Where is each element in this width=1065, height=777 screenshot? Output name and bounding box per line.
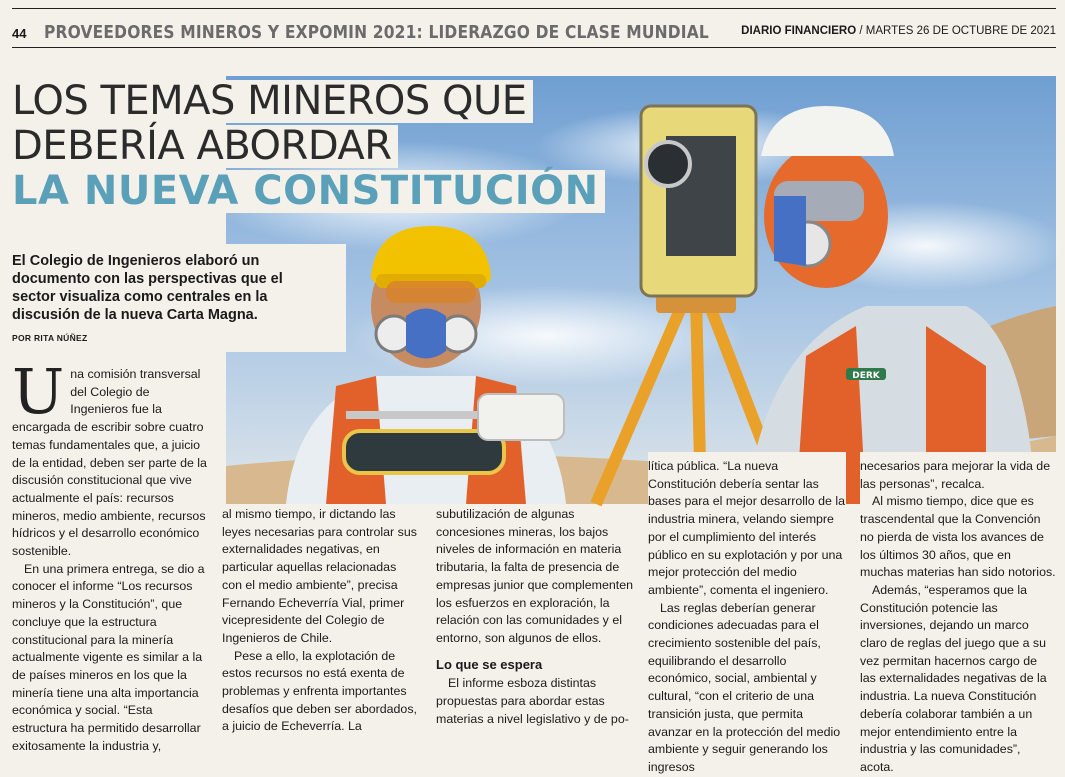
text-column-5 xyxy=(860,452,1056,777)
publication-date: / MARTES 26 DE OCTUBRE DE 2021 xyxy=(859,25,1056,37)
page-header xyxy=(12,8,1056,48)
drop-cap: U xyxy=(12,355,65,428)
paragraph-text: na comisión transversal del Colegio de Ingenieros fue la encargada de escribir sobre cuatro temas fundamentales que, a juicio de la entidad, deben ser parte de la discusión constitucional que vive actualmente el país: recursos mineros, medio ambiente, recursos hídricos y el desarrollo económico sostenible. xyxy=(12,367,207,559)
subheading: Lo que se espera xyxy=(436,656,543,672)
article-lead: El Colegio de Ingenieros elaboró un documento con las perspectivas que el sector visualiza como centrales en la discusión de la nueva Carta Magna. xyxy=(12,253,283,323)
publication-name: DIARIO FINANCIERO xyxy=(741,25,857,37)
headline-line-2: DEBERÍA ABORDAR xyxy=(12,125,398,168)
paragraph xyxy=(12,355,208,561)
headline-line-3: LA NUEVA CONSTITUCIÓN xyxy=(12,170,605,213)
publication-info xyxy=(741,25,1056,37)
text-column-2 xyxy=(222,506,418,736)
paragraph: subutilización de algunas concesiones mineras, los bajos niveles de información en materia tributaria, la falta de presencia de empresas junior que complementen los esfuerzos en exploración, la relación con las comunidades y el entorno, son algunos de ellos. xyxy=(436,507,633,645)
vest-label: DERK xyxy=(852,371,880,381)
paragraph: lítica pública. “La nueva Constitución debería sentar las bases para el mejor desarrollo de la industria minera, velando siempre por el cumplimiento del interés público en su explotación y por una mejor protección del medio ambiente”, comenta el ingeniero. xyxy=(648,459,845,597)
paragraph: Al mismo tiempo, dice que es trascendental que la Convención no pierda de vista los avances de los últimos 30 años, que en muchas materias han sido notorios. xyxy=(860,494,1056,580)
paragraph: En una primera entrega, se dio a conocer el informe “Los recursos mineros y la Constitución”, que concluye que la estructura constitucional para la minería actualmente vigente es similar a la de países mineros en los que la minería tiene una alta importancia económica y social. “Esta estructura ha permitido desarrollar exitosamente la industria y, xyxy=(12,561,205,753)
byline: POR RITA NÚÑEZ xyxy=(12,333,88,343)
paragraph: Las reglas deberían generar condiciones adecuadas para el crecimiento sostenible del país, equilibrando el desarrollo económico, social, ambiental y cultural, “con el criterio de una transición justa, que permita avanzar en la protección del medio ambiente y seguir generando los ingresos xyxy=(648,600,841,774)
paragraph: necesarios para mejorar la vida de las personas”, recalca. xyxy=(860,459,1051,491)
paragraph: Pese a ello, la explotación de estos recursos no está exenta de problemas y enfrenta importantes desafíos que deben ser abordados, a juicio de Echeverría. La xyxy=(222,648,417,734)
paragraph: El informe esboza distintas propuestas para abordar estas materias a nivel legislativo y de po- xyxy=(436,676,629,726)
section-title: PROVEEDORES MINEROS Y EXPOMIN 2021: LIDERAZGO DE CLASE MUNDIAL xyxy=(44,22,709,43)
text-column-3 xyxy=(436,506,634,728)
text-column-1 xyxy=(12,355,208,755)
paragraph: Además, “esperamos que la Constitución potencie las inversiones, dejando un marco claro de reglas del juego que a su vez permitan hacernos cargo de las externalidades negativas de la industria. La nueva Constitución debería colaborar también a un mejor entendimiento entre la industria y las comunidades”, acota. xyxy=(860,582,1047,774)
paragraph: al mismo tiempo, ir dictando las leyes necesarias para controlar sus externalidades negativas, en particular aquellas relacionadas con el medio ambiente”, precisa Fernando Echeverría Vial, primer vicepresidente del Colegio de Ingenieros de Chile. xyxy=(222,507,417,645)
text-column-4 xyxy=(648,452,846,777)
page-number: 44 xyxy=(12,26,27,41)
headline-line-1: LOS TEMAS MINEROS QUE xyxy=(12,80,533,123)
